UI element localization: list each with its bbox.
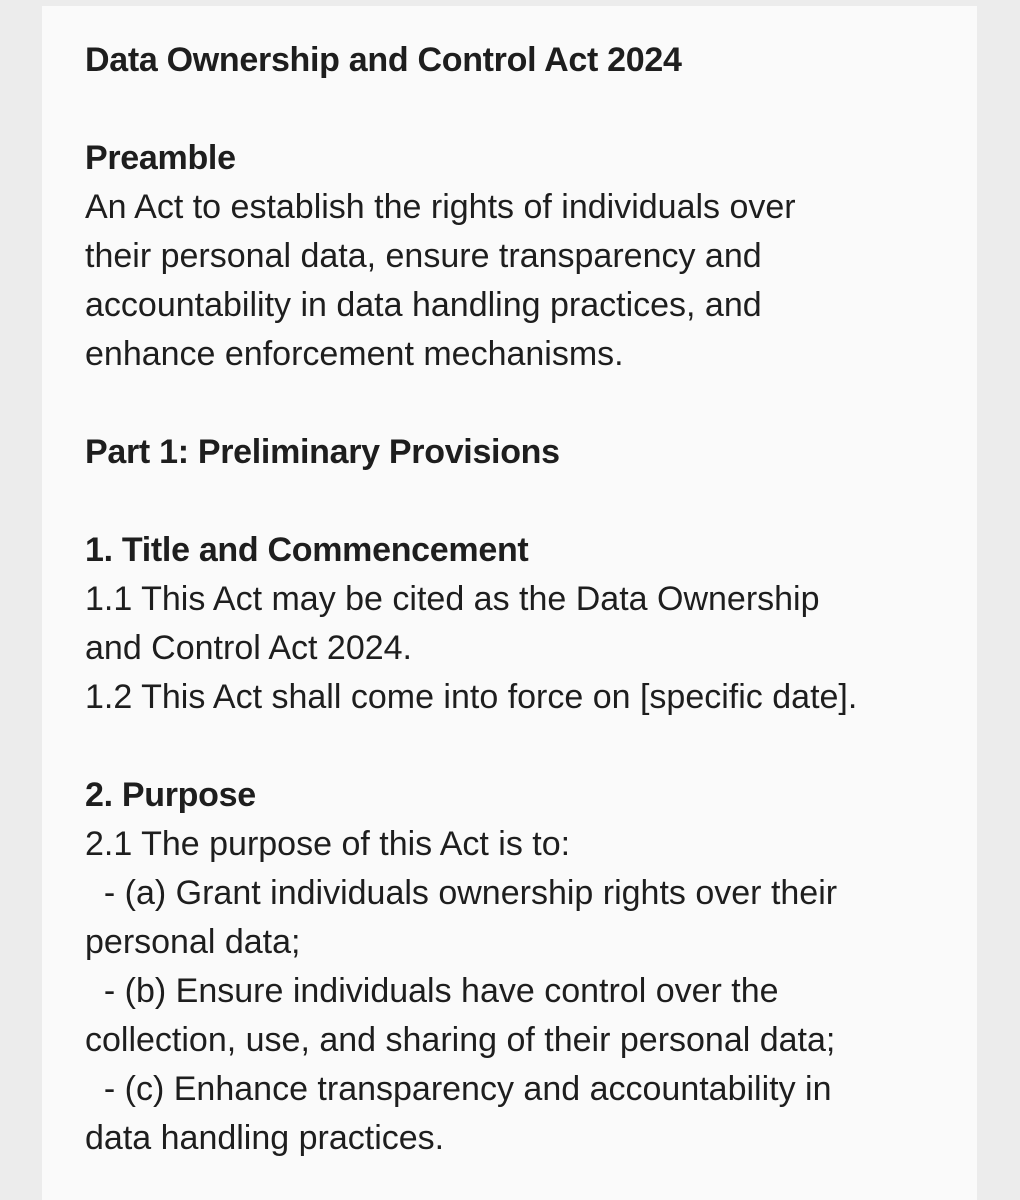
section-2-line: personal data; bbox=[85, 923, 301, 961]
section-1 bbox=[85, 526, 977, 722]
section-2-line: - (a) Grant individuals ownership rights over their bbox=[85, 874, 838, 912]
section-1-line: and Control Act 2024. bbox=[85, 629, 413, 667]
part-1-heading: Part 1: Preliminary Provisions bbox=[85, 433, 560, 471]
section-2-line: - (c) Enhance transparency and accountability in bbox=[85, 1070, 832, 1108]
spacer bbox=[85, 477, 977, 526]
section-2 bbox=[85, 771, 977, 1163]
section-2-line: collection, use, and sharing of their personal data; bbox=[85, 1021, 836, 1059]
preamble-line: An Act to establish the rights of individuals over bbox=[85, 188, 796, 226]
section-1-heading: 1. Title and Commencement bbox=[85, 531, 529, 569]
preamble-section bbox=[85, 134, 977, 379]
section-1-line: 1.1 This Act may be cited as the Data Ownership bbox=[85, 580, 820, 618]
spacer bbox=[85, 379, 977, 428]
spacer bbox=[85, 722, 977, 771]
preamble-heading: Preamble bbox=[85, 139, 236, 177]
section-2-heading: 2. Purpose bbox=[85, 776, 256, 814]
document-title: Data Ownership and Control Act 2024 bbox=[85, 41, 682, 79]
section-1-line: 1.2 This Act shall come into force on [specific date]. bbox=[85, 678, 858, 716]
section-2-line: 2.1 The purpose of this Act is to: bbox=[85, 825, 571, 863]
document-page bbox=[42, 6, 977, 1200]
preamble-line: their personal data, ensure transparency and bbox=[85, 237, 762, 275]
section-2-line: - (b) Ensure individuals have control over the bbox=[85, 972, 779, 1010]
preamble-line: accountability in data handling practices, and bbox=[85, 286, 762, 324]
preamble-line: enhance enforcement mechanisms. bbox=[85, 335, 624, 373]
section-2-line: data handling practices. bbox=[85, 1119, 445, 1157]
spacer bbox=[85, 85, 977, 134]
